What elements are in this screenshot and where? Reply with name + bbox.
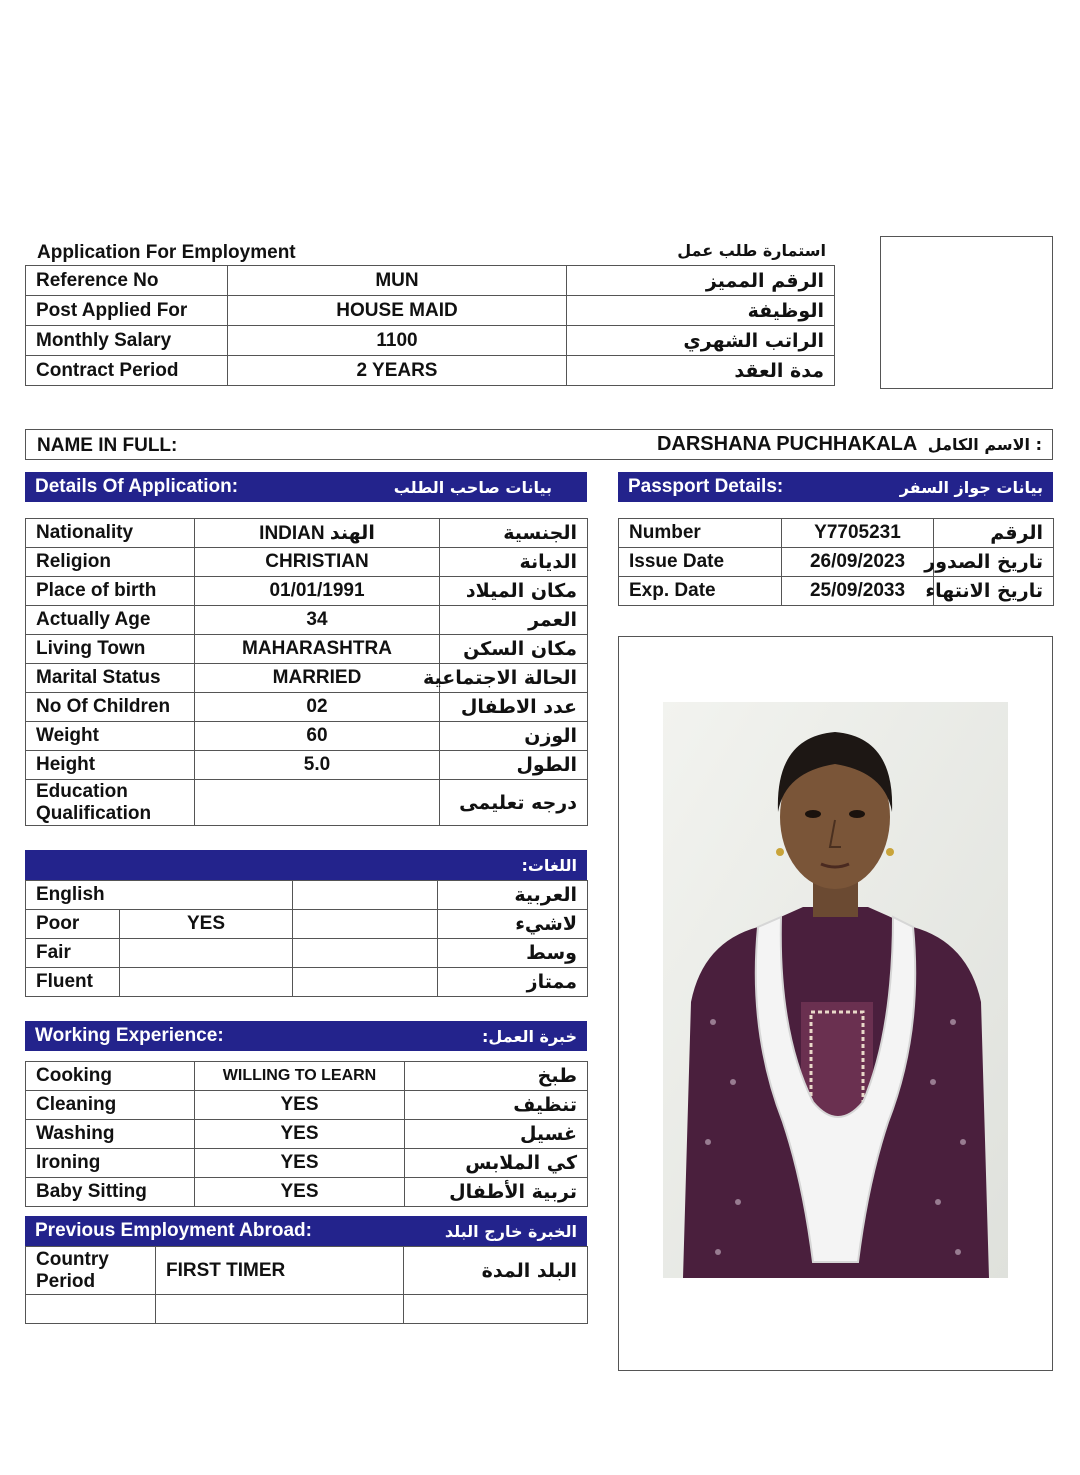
name-value-wrap xyxy=(657,434,1042,455)
passport-title: Passport Details: xyxy=(628,476,784,497)
passport-label: Exp. Date xyxy=(619,577,782,606)
period-label: Period xyxy=(36,1270,96,1292)
languages-header xyxy=(25,850,587,880)
language-empty xyxy=(293,939,438,968)
details-value: 34 xyxy=(195,606,440,635)
details-row xyxy=(26,548,588,577)
details-value: MARRIED xyxy=(195,664,440,693)
header-table xyxy=(25,265,835,386)
header-label-ar: الرقم المميز xyxy=(567,266,835,296)
details-row xyxy=(26,577,588,606)
previous-title: Previous Employment Abroad: xyxy=(35,1220,312,1241)
header-row xyxy=(26,266,835,296)
language-value xyxy=(120,939,293,968)
language-row xyxy=(26,910,588,939)
header-value: MUN xyxy=(228,266,567,296)
details-label: Living Town xyxy=(26,635,195,664)
details-row xyxy=(26,693,588,722)
passport-row xyxy=(619,548,1054,577)
language-empty xyxy=(293,968,438,997)
details-label-ar: مكان الميلاد xyxy=(440,577,588,606)
passport-value: 26/09/2023 xyxy=(782,548,934,577)
language-row xyxy=(26,939,588,968)
experience-row xyxy=(26,1149,588,1178)
experience-row xyxy=(26,1120,588,1149)
experience-label-ar: تنظيف xyxy=(405,1091,588,1120)
education-label xyxy=(26,780,195,826)
previous-empty-3 xyxy=(404,1295,588,1324)
details-label: Height xyxy=(26,751,195,780)
language-value xyxy=(120,968,293,997)
education-label-2: Qualification xyxy=(36,802,152,824)
passport-label-ar: الرقم xyxy=(934,519,1054,548)
details-label: Place of birth xyxy=(26,577,195,606)
applicant-photo xyxy=(663,702,1008,1278)
previous-header xyxy=(25,1216,587,1246)
passport-label: Number xyxy=(619,519,782,548)
header-label: Post Applied For xyxy=(26,296,228,326)
language-empty xyxy=(293,910,438,939)
languages-table xyxy=(25,880,588,997)
passport-table xyxy=(618,518,1054,606)
passport-row xyxy=(619,519,1054,548)
details-label-ar: عدد الاطفال xyxy=(440,693,588,722)
details-label-ar: الحالة الاجتماعية xyxy=(440,664,588,693)
details-label-ar: الديانة xyxy=(440,548,588,577)
name-label-ar: : الاسم الكامل xyxy=(927,435,1042,454)
previous-empty-1 xyxy=(26,1295,156,1324)
language-level-ar: وسط xyxy=(438,939,588,968)
experience-value: WILLING TO LEARN xyxy=(195,1062,405,1091)
experience-label: Washing xyxy=(26,1120,195,1149)
experience-label: Cooking xyxy=(26,1062,195,1091)
experience-table xyxy=(25,1061,588,1207)
country-label: Country xyxy=(36,1248,109,1270)
details-value: 60 xyxy=(195,722,440,751)
details-title-ar: بيانات صاحب الطلب xyxy=(393,477,552,497)
details-label-ar: الطول xyxy=(440,751,588,780)
details-row xyxy=(26,664,588,693)
experience-label-ar: كي الملابس xyxy=(405,1149,588,1178)
name-row xyxy=(25,429,1053,460)
details-value: 02 xyxy=(195,693,440,722)
english-label: English xyxy=(26,881,293,910)
header-label-ar: الراتب الشهري xyxy=(567,326,835,356)
languages-title-ar: اللغات: xyxy=(521,855,577,875)
header-label-ar: الوظيفة xyxy=(567,296,835,326)
details-value: 01/01/1991 xyxy=(195,577,440,606)
passport-value: Y7705231 xyxy=(782,519,934,548)
header-value: HOUSE MAID xyxy=(228,296,567,326)
details-row xyxy=(26,751,588,780)
experience-label: Ironing xyxy=(26,1149,195,1178)
experience-label-ar: طبخ xyxy=(405,1062,588,1091)
experience-value: YES xyxy=(195,1091,405,1120)
passport-row xyxy=(619,577,1054,606)
experience-title-ar: خبرة العمل: xyxy=(482,1026,577,1046)
details-label-ar: العمر xyxy=(440,606,588,635)
passport-title-ar: بيانات جواز السفر xyxy=(899,477,1043,497)
form-title: Application For Employment xyxy=(37,242,296,263)
previous-empty-2 xyxy=(156,1295,404,1324)
arabic-label: العربية xyxy=(438,881,588,910)
experience-label-ar: غسيل xyxy=(405,1120,588,1149)
details-label: Marital Status xyxy=(26,664,195,693)
language-level-ar: لاشيء xyxy=(438,910,588,939)
experience-header xyxy=(25,1021,587,1051)
details-row xyxy=(26,635,588,664)
previous-table xyxy=(25,1246,588,1324)
experience-label: Baby Sitting xyxy=(26,1178,195,1207)
details-value: 5.0 xyxy=(195,751,440,780)
header-value: 1100 xyxy=(228,326,567,356)
lang-empty xyxy=(293,881,438,910)
details-row xyxy=(26,722,588,751)
language-row xyxy=(26,968,588,997)
language-level: Poor xyxy=(26,910,120,939)
passport-header xyxy=(618,472,1053,502)
experience-label-ar: تربية الأطفال xyxy=(405,1178,588,1207)
experience-label: Cleaning xyxy=(26,1091,195,1120)
previous-label xyxy=(26,1247,156,1295)
full-name: DARSHANA PUCHHAKALA xyxy=(656,433,918,455)
language-value: YES xyxy=(120,910,293,939)
details-label-ar: مكان السكن xyxy=(440,635,588,664)
passport-label-ar: تاريخ الصدور xyxy=(934,548,1054,577)
education-row xyxy=(26,780,588,826)
header-label: Monthly Salary xyxy=(26,326,228,356)
details-header xyxy=(25,472,587,502)
experience-value: YES xyxy=(195,1149,405,1178)
details-label: Actually Age xyxy=(26,606,195,635)
details-value: INDIAN الهند xyxy=(195,519,440,548)
form-title-ar: استمارة طلب عمل xyxy=(677,241,826,260)
experience-value: YES xyxy=(195,1178,405,1207)
header-label: Contract Period xyxy=(26,356,228,386)
details-value: MAHARASHTRA xyxy=(195,635,440,664)
details-row xyxy=(26,606,588,635)
details-label: Religion xyxy=(26,548,195,577)
photo-box-small xyxy=(880,236,1053,389)
header-label-ar: مدة العقد xyxy=(567,356,835,386)
header-row xyxy=(26,356,835,386)
language-level: Fluent xyxy=(26,968,120,997)
header-label: Reference No xyxy=(26,266,228,296)
passport-label-ar: تاريخ الانتهاء xyxy=(934,577,1054,606)
experience-row xyxy=(26,1178,588,1207)
details-table xyxy=(25,518,588,826)
details-title: Details Of Application: xyxy=(35,476,239,497)
experience-row xyxy=(26,1091,588,1120)
language-level: Fair xyxy=(26,939,120,968)
experience-row xyxy=(26,1062,588,1091)
passport-value: 25/09/2033 xyxy=(782,577,934,606)
experience-title: Working Experience: xyxy=(35,1025,224,1046)
previous-ar: البلد المدة xyxy=(404,1247,588,1295)
details-value: CHRISTIAN xyxy=(195,548,440,577)
header-value: 2 YEARS xyxy=(228,356,567,386)
language-level-ar: ممتاز xyxy=(438,968,588,997)
header-row xyxy=(26,296,835,326)
header-row xyxy=(26,326,835,356)
passport-label: Issue Date xyxy=(619,548,782,577)
education-label-1: Education xyxy=(36,780,128,802)
details-label: Weight xyxy=(26,722,195,751)
experience-value: YES xyxy=(195,1120,405,1149)
details-label-ar: الجنسية xyxy=(440,519,588,548)
education-label-ar: درجه تعليمى xyxy=(440,780,588,826)
details-label-ar: الوزن xyxy=(440,722,588,751)
details-label: No Of Children xyxy=(26,693,195,722)
details-label: Nationality xyxy=(26,519,195,548)
previous-value: FIRST TIMER xyxy=(156,1247,404,1295)
education-value xyxy=(195,780,440,826)
previous-title-ar: الخبرة خارج البلد xyxy=(444,1221,577,1241)
name-label: NAME IN FULL: xyxy=(37,435,178,456)
details-row xyxy=(26,519,588,548)
